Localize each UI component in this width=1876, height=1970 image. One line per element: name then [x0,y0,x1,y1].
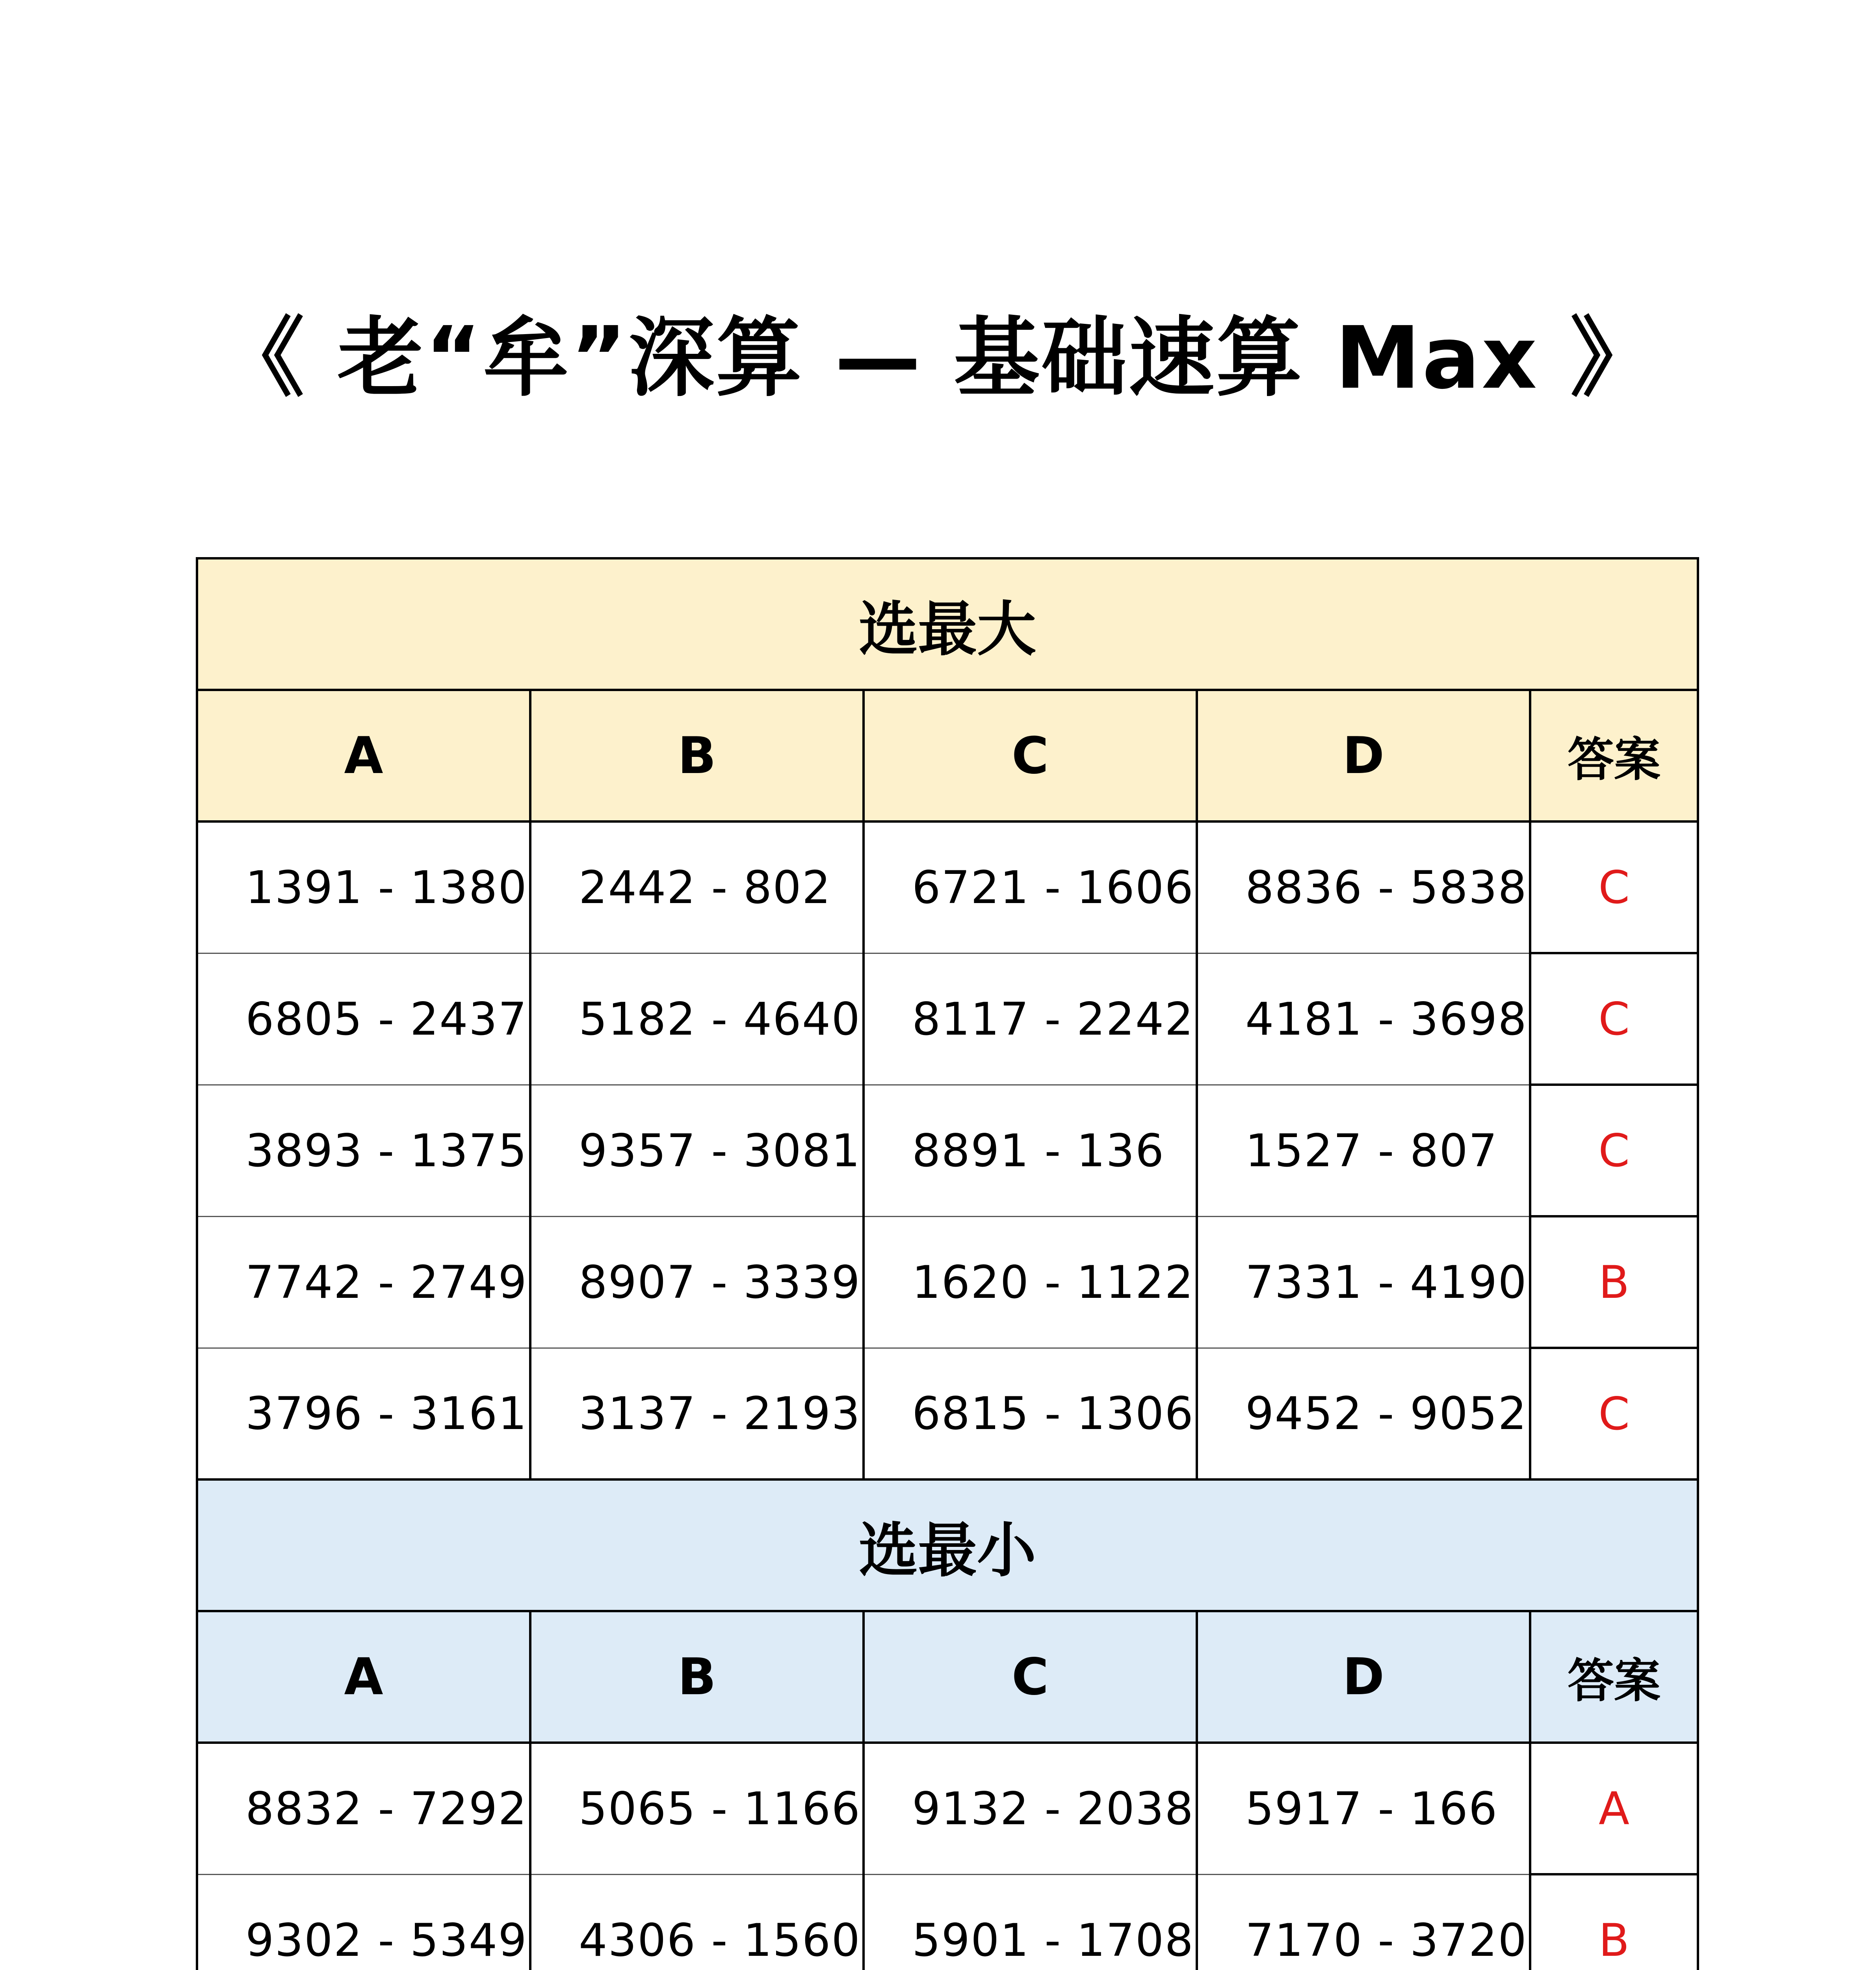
section-min-column-header-row [197,1611,1698,1743]
table-row [197,1085,1698,1216]
expression-cell: 7170 - 3720 [1197,1874,1530,1970]
expression-cell: 8836 - 5838 [1197,821,1530,953]
expression-cell: 5901 - 1708 [864,1874,1197,1970]
column-header-b: B [530,690,864,821]
expression-cell: 7331 - 4190 [1197,1216,1530,1348]
expression-cell: 5917 - 166 [1197,1743,1530,1874]
answer-cell: B [1530,1216,1698,1348]
answer-cell: C [1530,1085,1698,1216]
expression-cell: 8891 - 136 [864,1085,1197,1216]
section-max-title-row [197,558,1698,690]
expression-cell: 7742 - 2749 [197,1216,530,1348]
table-row [197,1743,1698,1874]
expression-cell: 9132 - 2038 [864,1743,1197,1874]
section-max-heading: 选最大 [197,558,1698,690]
column-header-d: D [1197,1611,1530,1743]
table-row [197,821,1698,953]
expression-cell: 2442 - 802 [530,821,864,953]
page-title: 《 老“牟”深算 — 基础速算 Max 》 [218,309,1658,408]
expression-cell: 8907 - 3339 [530,1216,864,1348]
column-header-d: D [1197,690,1530,821]
expression-cell: 3796 - 3161 [197,1348,530,1479]
expression-cell: 8117 - 2242 [864,953,1197,1085]
answer-cell: C [1530,953,1698,1085]
table-row [197,953,1698,1085]
answer-cell: B [1530,1874,1698,1970]
table-row [197,1874,1698,1970]
expression-cell: 9302 - 5349 [197,1874,530,1970]
section-min-heading: 选最小 [197,1479,1698,1611]
column-header-c: C [864,690,1197,821]
expression-cell: 3137 - 2193 [530,1348,864,1479]
answer-cell: C [1530,1348,1698,1479]
expression-cell: 9452 - 9052 [1197,1348,1530,1479]
column-header-answer: 答案 [1530,1611,1698,1743]
expression-cell: 5182 - 4640 [530,953,864,1085]
answer-cell: A [1530,1743,1698,1874]
table-row [197,1348,1698,1479]
expression-cell: 6721 - 1606 [864,821,1197,953]
worksheet-table [196,557,1699,1970]
column-header-b: B [530,1611,864,1743]
expression-cell: 1527 - 807 [1197,1085,1530,1216]
expression-cell: 4306 - 1560 [530,1874,864,1970]
expression-cell: 3893 - 1375 [197,1085,530,1216]
expression-cell: 1620 - 1122 [864,1216,1197,1348]
expression-cell: 6805 - 2437 [197,953,530,1085]
table-row [197,1216,1698,1348]
expression-cell: 1391 - 1380 [197,821,530,953]
answer-cell: C [1530,821,1698,953]
expression-cell: 8832 - 7292 [197,1743,530,1874]
expression-cell: 9357 - 3081 [530,1085,864,1216]
expression-cell: 6815 - 1306 [864,1348,1197,1479]
column-header-c: C [864,1611,1197,1743]
expression-cell: 5065 - 1166 [530,1743,864,1874]
column-header-answer: 答案 [1530,690,1698,821]
section-min-title-row [197,1479,1698,1611]
column-header-a: A [197,690,530,821]
expression-cell: 4181 - 3698 [1197,953,1530,1085]
section-max-column-header-row [197,690,1698,821]
column-header-a: A [197,1611,530,1743]
